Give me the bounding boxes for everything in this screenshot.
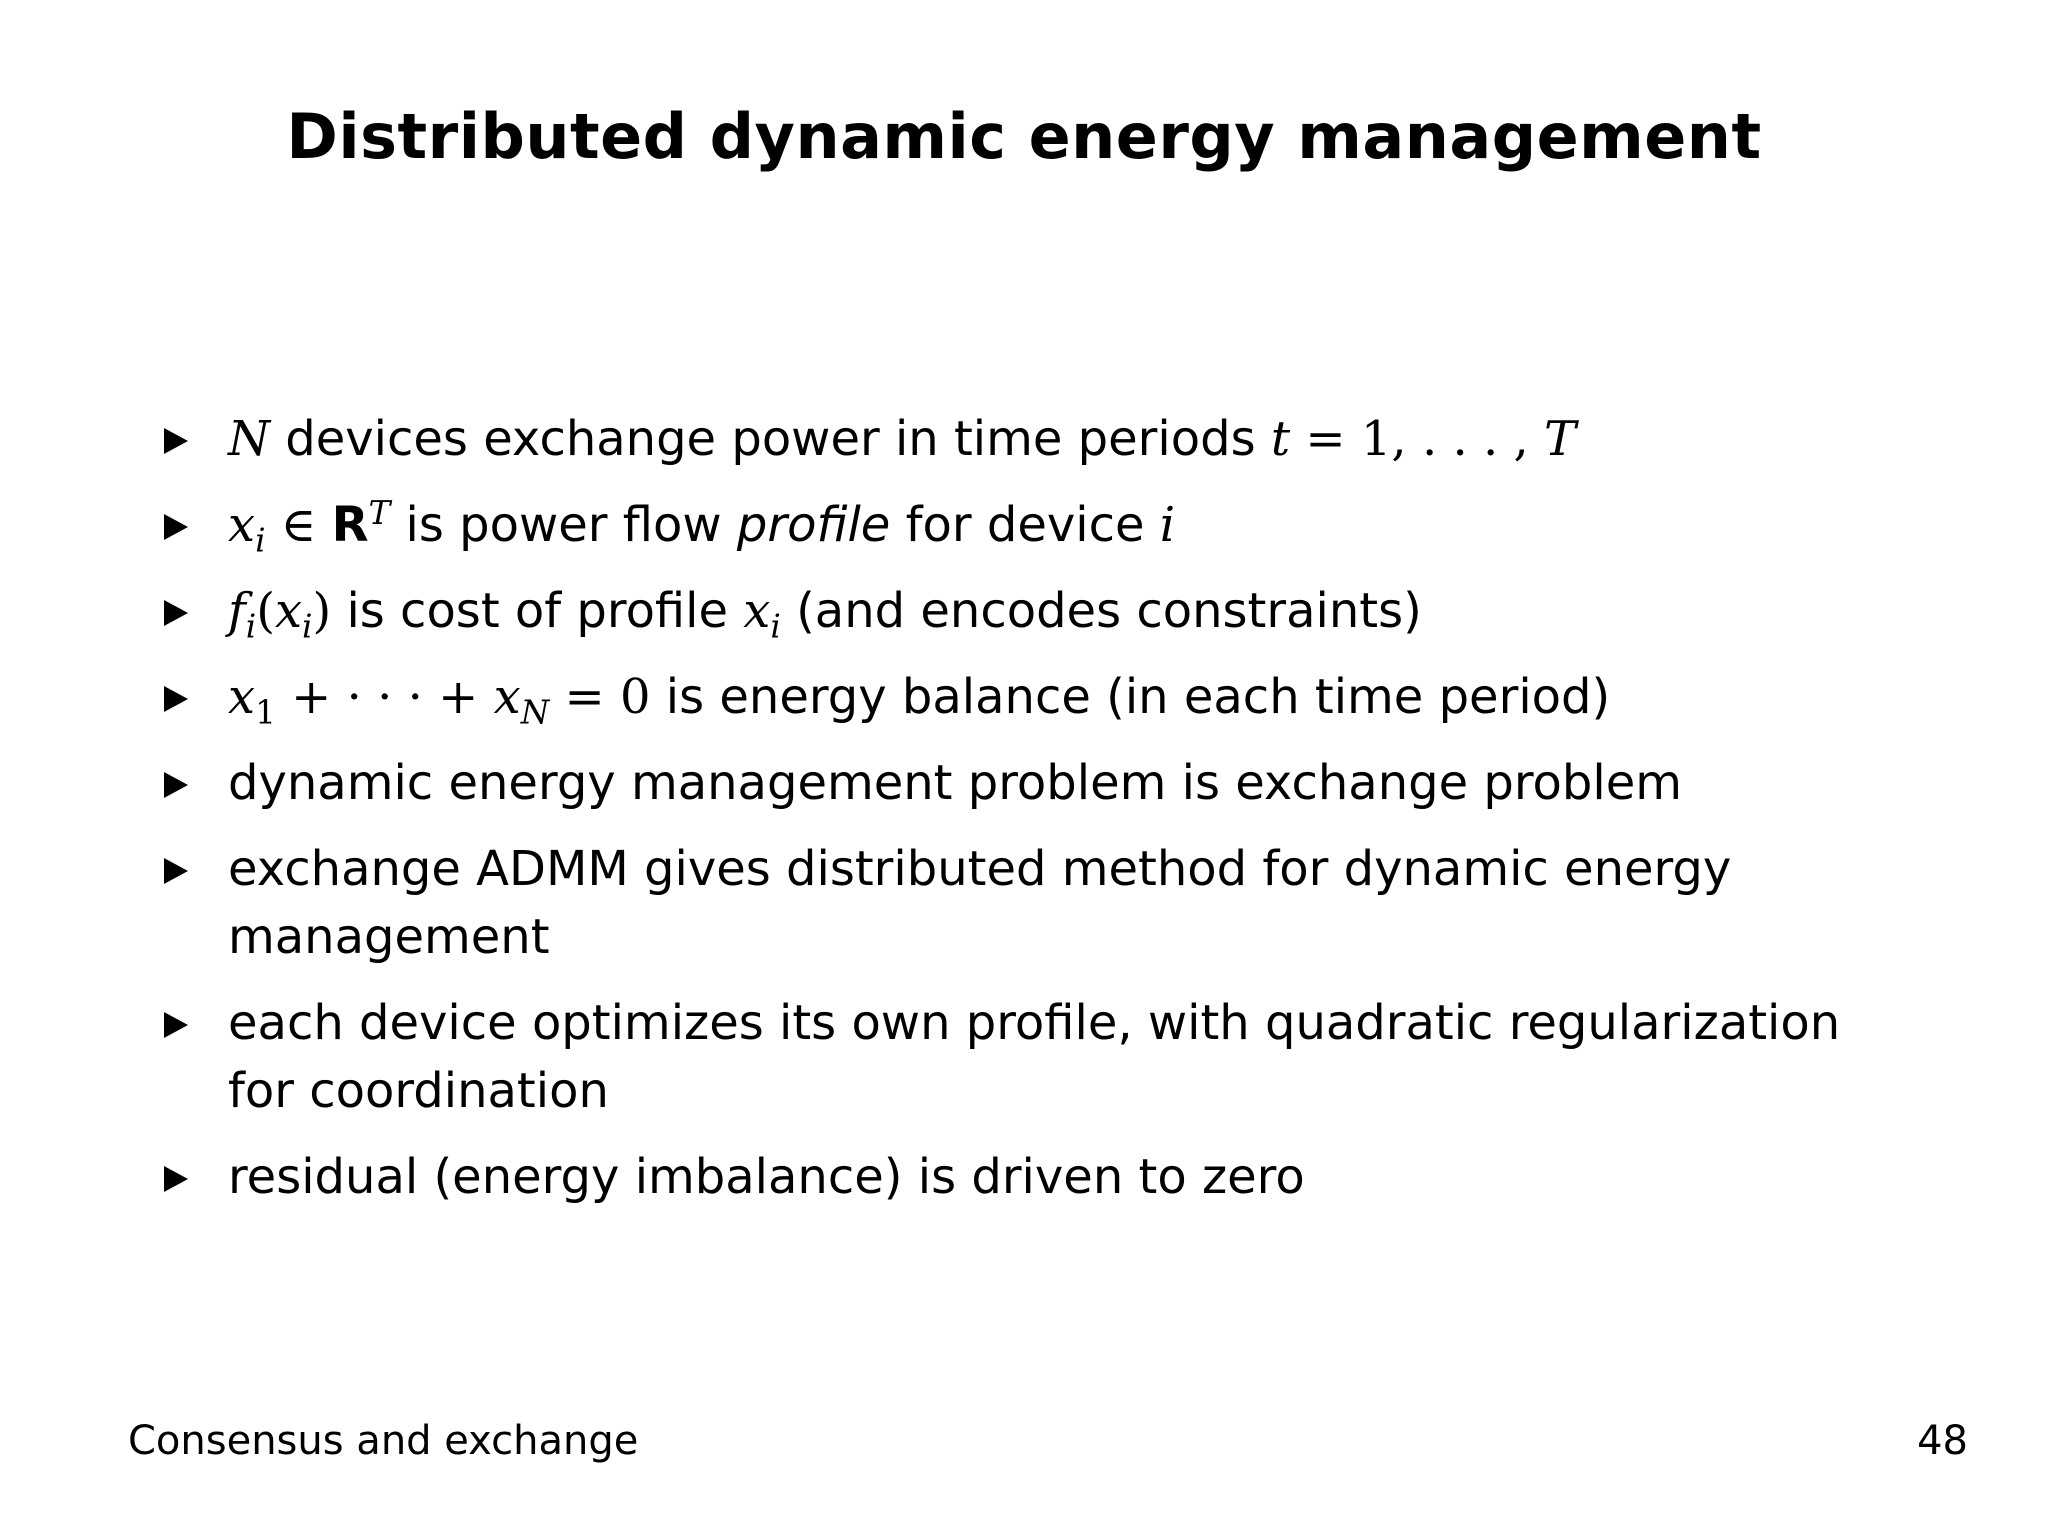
triangle-bullet-icon — [164, 686, 188, 712]
bullet-cost-function — [160, 577, 1900, 645]
bullet-text: is energy balance (in each time period) — [650, 669, 1611, 725]
bullet-text: each device optimizes its own profile, with quadratic regularization for coordination — [228, 995, 1841, 1119]
bullet-text: (and encodes constraints) — [780, 583, 1422, 639]
bullet-text: is cost of profile — [331, 583, 744, 639]
bullet-energy-balance — [160, 663, 1900, 731]
math-symbol: x — [493, 669, 521, 725]
triangle-bullet-icon — [164, 600, 188, 626]
bullet-text: devices exchange power in time periods — [270, 411, 1271, 467]
bullet-text: exchange ADMM gives distributed method for dynamic energy management — [228, 841, 1732, 965]
bullet-device-optimizes — [160, 989, 1900, 1125]
bullet-text: is power flow — [390, 497, 737, 553]
math-symbol: i — [1159, 497, 1176, 553]
bullet-text: residual (energy imbalance) is driven to zero — [228, 1149, 1305, 1205]
math-paren: ( — [256, 583, 275, 639]
math-subscript: 1 — [255, 693, 276, 732]
math-symbol: t — [1270, 411, 1291, 467]
math-expression: = 1, . . . , — [1290, 411, 1545, 467]
math-operator: ∈ — [265, 497, 332, 553]
triangle-bullet-icon — [164, 1166, 188, 1192]
math-subscript: N — [520, 693, 550, 732]
triangle-bullet-icon — [164, 514, 188, 540]
emphasis-text: profile — [736, 497, 891, 553]
bullet-list — [160, 405, 1900, 1229]
math-symbol: N — [228, 411, 270, 467]
triangle-bullet-icon — [164, 858, 188, 884]
footer-section-title: Consensus and exchange — [128, 1418, 639, 1464]
math-superscript: T — [368, 494, 391, 532]
page-number: 48 — [1917, 1418, 1968, 1464]
triangle-bullet-icon — [164, 428, 188, 454]
math-subscript: i — [770, 607, 781, 646]
math-subscript: i — [245, 607, 257, 646]
bullet-residual — [160, 1143, 1900, 1211]
bullet-exchange-admm — [160, 835, 1900, 971]
bullet-devices-exchange — [160, 405, 1900, 473]
math-symbol: x — [228, 497, 256, 553]
reals-symbol: R — [331, 497, 369, 553]
math-symbol: f — [228, 583, 246, 639]
bullet-power-flow-profile — [160, 491, 1900, 559]
math-paren: ) — [312, 583, 332, 639]
math-expression: = 0 — [549, 669, 651, 725]
triangle-bullet-icon — [164, 1012, 188, 1038]
math-symbol: x — [228, 669, 256, 725]
math-symbol: x — [743, 583, 771, 639]
math-subscript: i — [255, 521, 266, 560]
math-subscript: i — [302, 607, 313, 646]
bullet-text: for device — [890, 497, 1160, 553]
triangle-bullet-icon — [164, 772, 188, 798]
bullet-text: dynamic energy management problem is exchange problem — [228, 755, 1682, 811]
math-symbol: x — [274, 583, 303, 639]
bullet-exchange-problem — [160, 749, 1900, 817]
math-operator: + · · · + — [275, 669, 494, 725]
slide-title: Distributed dynamic energy management — [286, 100, 1762, 173]
math-symbol: T — [1544, 411, 1577, 467]
